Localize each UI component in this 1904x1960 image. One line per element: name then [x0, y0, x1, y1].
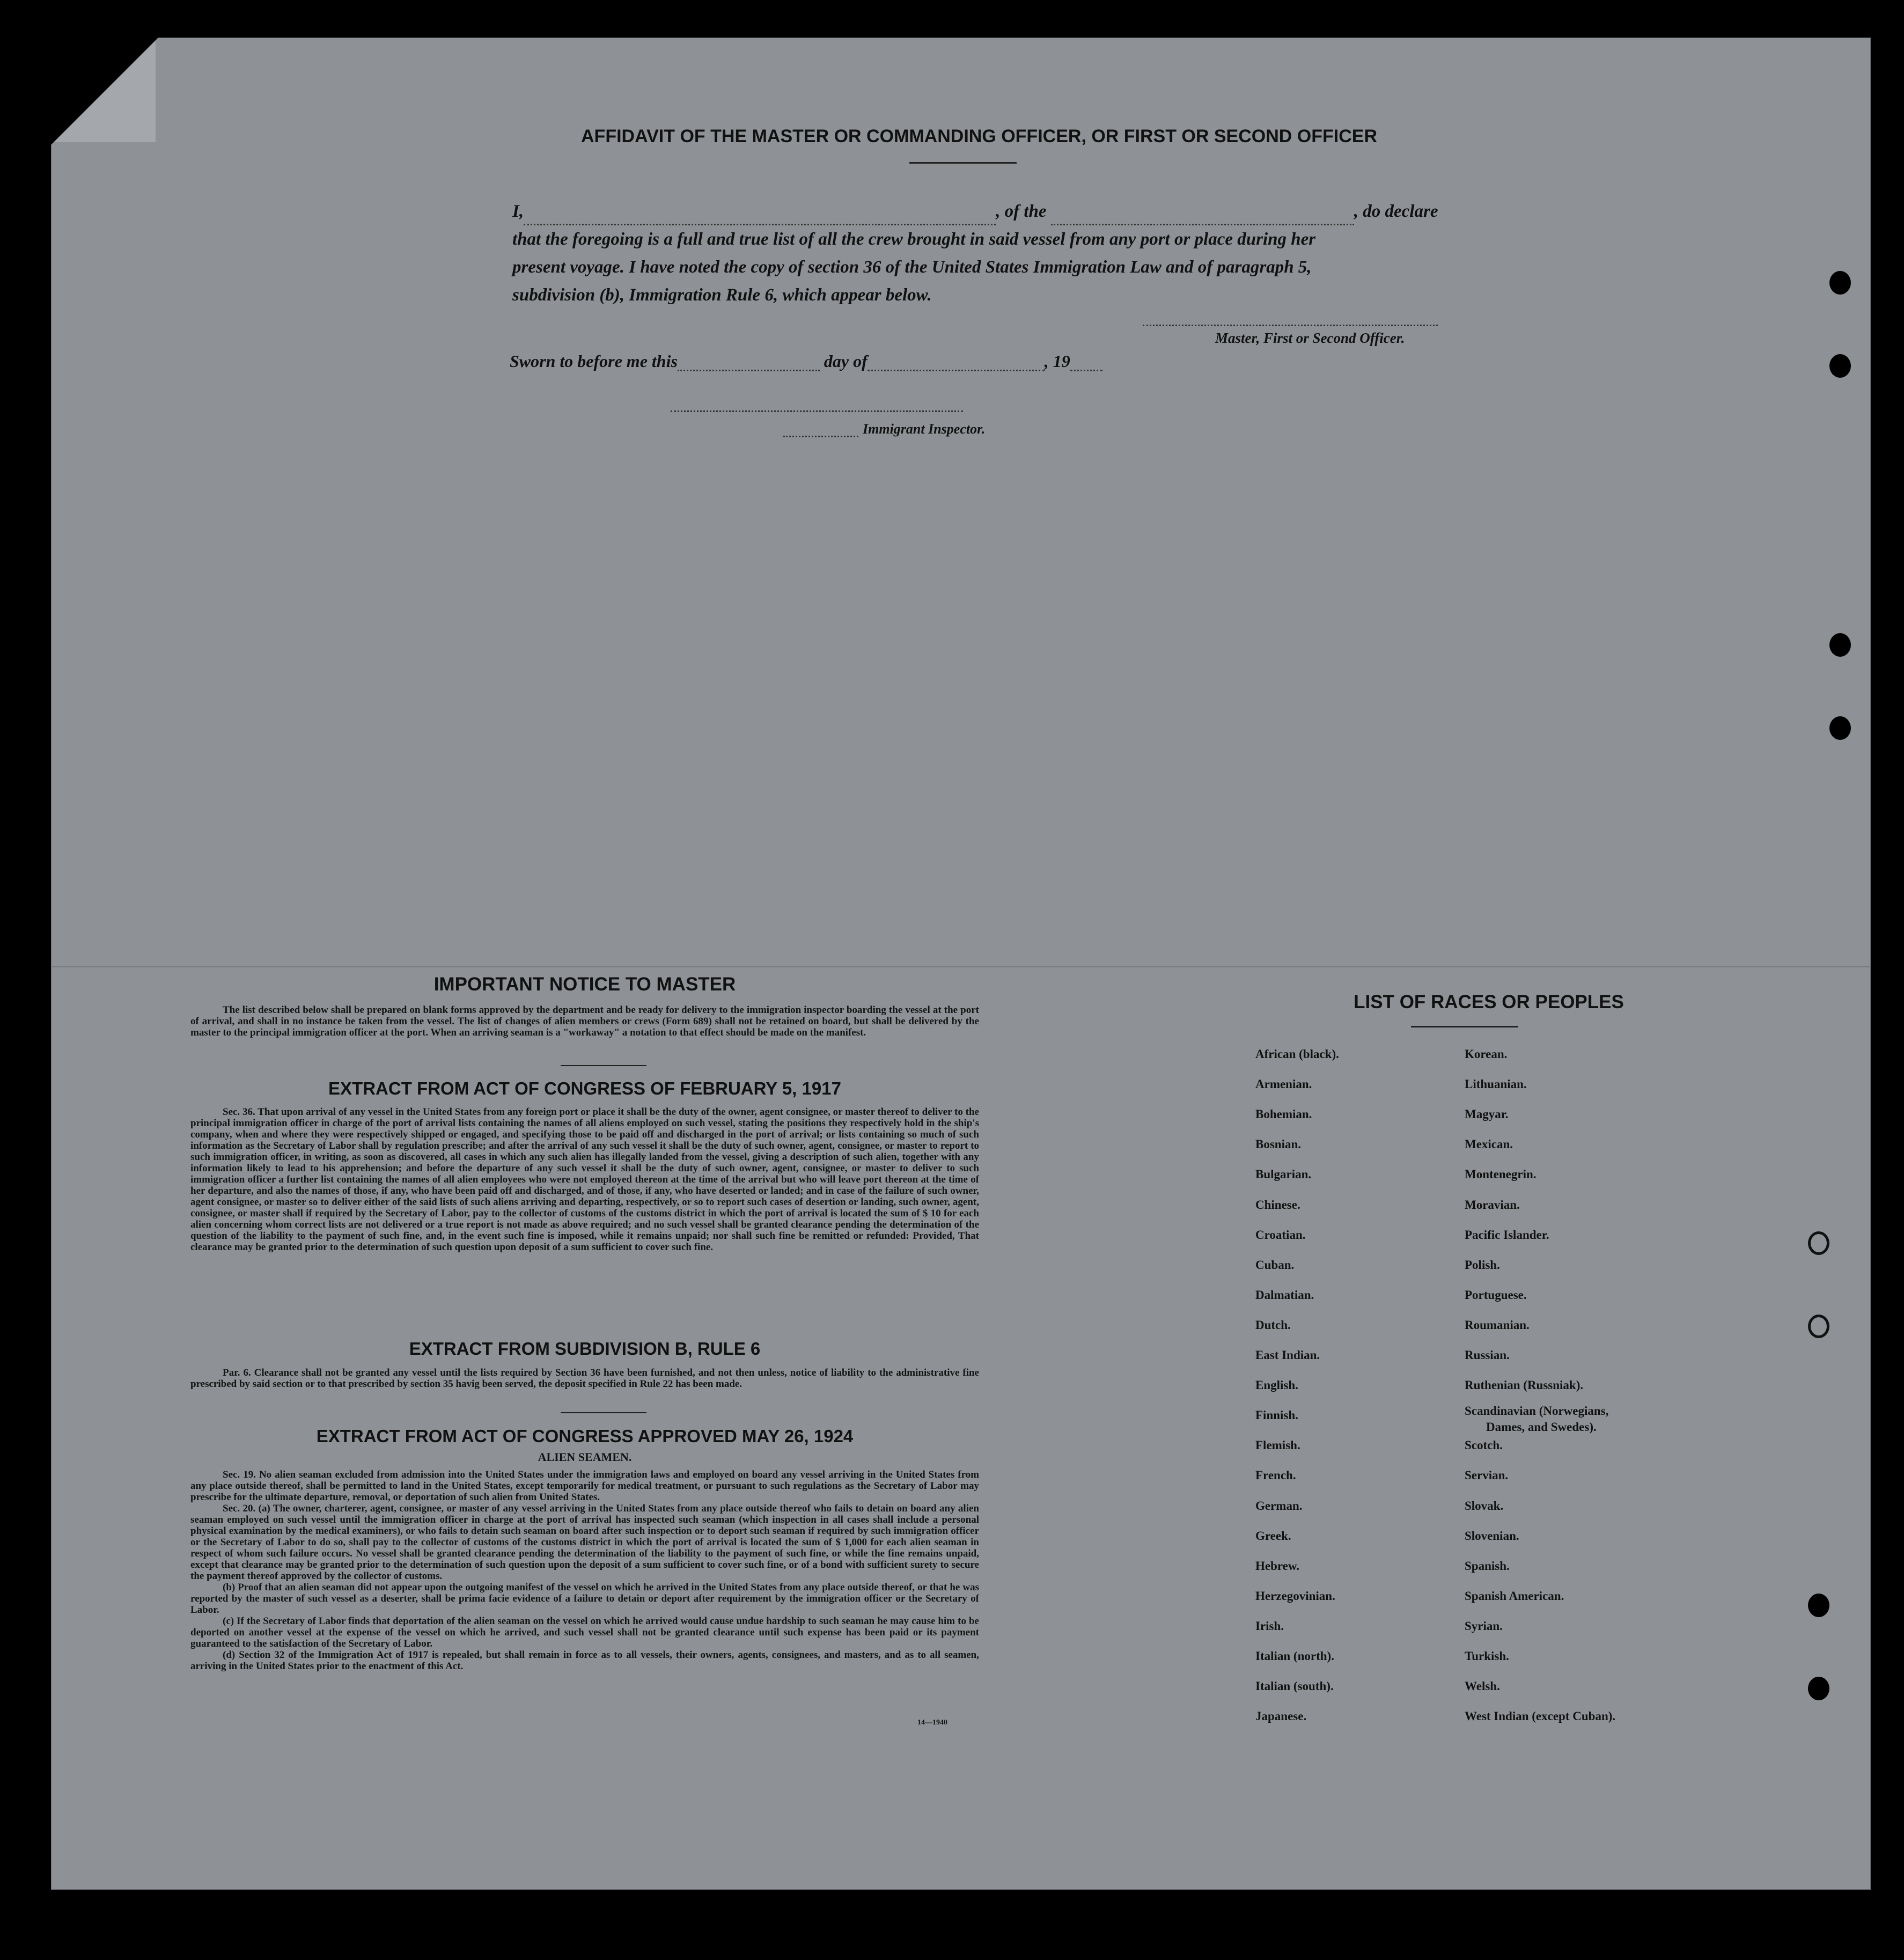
race-entry: Slovak. — [1465, 1499, 1504, 1513]
race-entry: Hebrew. — [1255, 1559, 1299, 1573]
race-entry: Scandinavian (Norwegians, — [1465, 1404, 1609, 1418]
race-entry: Spanish American. — [1465, 1589, 1564, 1603]
race-entry: Magyar. — [1465, 1107, 1509, 1121]
affidavit-title: AFFIDAVIT OF THE MASTER OR COMMANDING OFFICER, OR FIRST OR SECOND OFFICER — [581, 126, 1377, 146]
extract-1917-title: EXTRACT FROM ACT OF CONGRESS OF FEBRUARY 5, 1917 — [328, 1078, 841, 1098]
punch-hole — [1808, 1231, 1829, 1255]
inspector-dots — [783, 429, 858, 437]
extract-1924-title: EXTRACT FROM ACT OF CONGRESS APPROVED MAY 26, 1924 — [316, 1426, 854, 1446]
race-entry: West Indian (except Cuban). — [1465, 1709, 1616, 1723]
race-entry: East Indian. — [1255, 1348, 1320, 1362]
punch-hole — [1808, 1677, 1829, 1700]
race-entry: Flemish. — [1255, 1438, 1300, 1452]
inspector-label: Immigrant Inspector. — [863, 421, 986, 437]
folded-corner-flap — [54, 40, 156, 142]
race-entry: Syrian. — [1465, 1619, 1503, 1633]
sec-19-paragraph: Sec. 19. No alien seaman excluded from admission into the United States under the immigration laws and employed on board any vessel arriving in the United States from any place outside thereof, shall be permitted to land in the United States, except temporarily for medical treatment, or pursuant to such regulations as the Secretary of Labor may prescribe for the ultimate departure, removal, or deportation of such alien from United States. — [190, 1469, 979, 1503]
year-prefix: , 19 — [1044, 351, 1070, 371]
race-entry: Italian (north). — [1255, 1649, 1334, 1663]
race-entry: Slovenian. — [1465, 1529, 1519, 1543]
section-divider — [561, 1065, 646, 1066]
sworn-line — [510, 351, 1102, 371]
race-entry: Cuban. — [1255, 1258, 1295, 1272]
punch-hole — [1808, 1315, 1829, 1338]
notice-text — [190, 1004, 979, 1038]
master-signature-label: Master, First or Second Officer. — [1215, 330, 1405, 346]
race-entry: Japanese. — [1255, 1709, 1307, 1723]
race-entry: Roumanian. — [1465, 1318, 1530, 1332]
punch-hole — [1829, 271, 1851, 295]
race-entry: Croatian. — [1255, 1228, 1306, 1242]
inspector-signature-line — [671, 410, 963, 412]
notice-title: IMPORTANT NOTICE TO MASTER — [433, 974, 736, 995]
race-entry: Dames, and Swedes). — [1486, 1420, 1597, 1434]
punch-hole — [1829, 716, 1851, 740]
affidavit-declaration — [512, 197, 1494, 309]
race-entry: Dutch. — [1255, 1318, 1291, 1332]
race-entry: Bosnian. — [1255, 1137, 1302, 1151]
race-entry: Turkish. — [1465, 1649, 1509, 1663]
extract-1917-text — [190, 1106, 979, 1253]
punch-hole — [1808, 1594, 1829, 1617]
race-entry: Welsh. — [1465, 1679, 1500, 1693]
race-entry: Dalmatian. — [1255, 1288, 1314, 1302]
race-entry: Bohemian. — [1255, 1107, 1312, 1121]
race-entry: Mexican. — [1465, 1137, 1513, 1151]
declaration-line-2: that the foregoing is a full and true list of all the crew brought in said vessel from any port or place during her — [512, 230, 1316, 249]
extract-rule6-title: EXTRACT FROM SUBDIVISION B, RULE 6 — [409, 1339, 761, 1359]
year-blank — [1070, 354, 1102, 371]
master-signature-line — [1143, 325, 1438, 326]
declaration-of-the: , of the — [996, 202, 1047, 221]
page-crease — [51, 966, 1870, 967]
title-underline — [909, 162, 1017, 164]
declaration-i: I, — [512, 202, 524, 221]
par-6-paragraph: Par. 6. Clearance shall not be granted any vessel until the lists required by Section 36 have been furnished, and not then unless, notice of liability to the administrative fine prescribed by said section or to that prescribed by section 35 havig been served, the deposit specified in Rule 22 has been made. — [190, 1367, 979, 1390]
section-divider — [561, 1412, 646, 1413]
race-entry: Montenegrin. — [1465, 1168, 1537, 1181]
race-entry: Irish. — [1255, 1619, 1284, 1633]
race-entry: Herzegovinian. — [1255, 1589, 1335, 1603]
race-entry: Armenian. — [1255, 1077, 1312, 1091]
race-entry: Chinese. — [1255, 1198, 1300, 1212]
race-entry: Greek. — [1255, 1529, 1291, 1543]
sec-20c-paragraph: (c) If the Secretary of Labor finds that deportation of the alien seaman on the vessel on which he arrived would cause undue hardship to such seaman he may cause him to be deported on another vessel at the expense of the vessel on which he arrived, and such vessel shall not be granted clearance until such expense has been paid or its payment guaranteed to the satisfaction of the Secretary of Labor. — [190, 1616, 979, 1649]
month-blank — [868, 354, 1045, 371]
race-entry: Scotch. — [1465, 1438, 1503, 1452]
race-entry: African (black). — [1255, 1047, 1339, 1061]
sec-20b-paragraph: (b) Proof that an alien seaman did not appear upon the outgoing manifest of the vessel on which he arrived in the United States from any place outside thereof, or that he was reported by the master of such vessel as a deserter, shall be prima facie evidence of a failure to detain or deport after requirement by the immigration officer or the Secretary of Labor. — [190, 1582, 979, 1616]
sworn-before-label: Sworn to before me this — [510, 351, 678, 371]
declaration-line-3: present voyage. I have noted the copy of section 36 of the United States Immigration Law and of paragraph 5, — [512, 258, 1312, 277]
extract-rule6-text — [190, 1367, 979, 1390]
day-blank — [678, 354, 820, 371]
sec-20d-paragraph: (d) Section 32 of the Immigration Act of 1917 is repealed, but shall remain in force as to all vessels, their owners, agents, consignees, and masters, and as to all seamen, arriving in the United States prior to the enactment of this Act. — [190, 1649, 979, 1672]
race-entry: Portuguese. — [1465, 1288, 1527, 1302]
race-entry: Italian (south). — [1255, 1679, 1334, 1693]
declaration-line-4: subdivision (b), Immigration Rule 6, which appear below. — [512, 285, 932, 305]
race-entry: Korean. — [1465, 1047, 1508, 1061]
race-entry: Spanish. — [1465, 1559, 1510, 1573]
punch-hole — [1829, 354, 1851, 378]
race-entry: Servian. — [1465, 1469, 1509, 1482]
sec-20a-paragraph: Sec. 20. (a) The owner, charterer, agent, consignee, or master of any vessel arriving in the United States from any place outside thereof who fails to detain on board any alien seaman employed on such vessel until the immigration officer in charge at the port of arrival has inspected such seaman (which inspection in all cases shall include a personal physical examination by the medical examiners), or who fails to detain such seaman on board after such inspection or to deport such seaman if required by such immigration officer or the Secretary of Labor to do so, shall pay to the collector of customs of the customs district in which the port of arrival is located the sum of $ 1,000 for each alien seaman in respect of whom such failure occurs. No vessel shall be granted clearance pending the determination of the liability to the payment of such fine, or while the fine remains unpaid, except that clearance may be granted prior to the determination of such question upon the deposit of a sum sufficient to cover such fine, or of a bond with sufficient surety to secure the payment thereof approved by the collector of customs. — [190, 1503, 979, 1582]
extract-1924-text — [190, 1469, 979, 1672]
punch-hole — [1829, 633, 1851, 657]
declaration-do-declare: , do declare — [1354, 202, 1438, 221]
race-entry: French. — [1255, 1469, 1296, 1482]
notice-paragraph: The list described below shall be prepared on blank forms approved by the department and be ready for delivery to the immigration inspector boarding the vessel at the port of arrival, and shall in no instance be taken from the vessel. The list of changes of alien members or crews (Form 689) shall not be retained on board, but shall be delivered by the master to the principal immigration officer at the port. When an arriving seaman is a "workaway" a notation to that effect should be made on the manifest. — [190, 1004, 979, 1038]
races-title-underline — [1411, 1026, 1518, 1027]
race-entry: English. — [1255, 1378, 1298, 1392]
section-36-paragraph: Sec. 36. That upon arrival of any vessel in the United States from any foreign port or place it shall be the duty of the owner, agent consignee, or master thereof to deliver to the principal immigration officer in charge of the port of arrival lists containing the names of all aliens employed on such vessel, stating the positions they respectively hold in the ship's company, when and where they were respectively shipped or engaged, and specifying those to be paid off and discharged in the port of arrival; or lists containing so much of such information as the Secretary of Labor shall by regulation prescribe; and after the arrival of any such vessel it shall be the duty of such owner, agent, consignee, or master to report to such immigration officer, in writing, as soon as discovered, all cases in which any such alien has illegally landed from the vessel, giving a description of such alien, together with any information likely to lead to his apprehension; and before the departure of any such vessel it shall be the duty of such owner, agent, consignee, or master to deliver to such immigration officer a further list containing the names of all alien employees who were not employed thereon at the time of the arrival but who will leave port thereon at the time of her departure, and also the names of those, if any, who have been paid off and discharged, and of those, if any, who have deserted or landed; and in case of the failure of such owner, agent consignee, or master so to deliver either of the said lists of such aliens arriving and departing, respectively, or so to report such cases of desertion or landing, such owner, agent, consignee, or master shall if required by the Secretary of Labor, pay to the collector of customs of the customs district in which the port of arrival is located the sum of $ 10 for each alien concerning whom correct lists are not delivered or a true report is not made as above required; and no such vessel shall be granted clearance pending the determination of the question of the liability to the payment of such fine, and, in the event such fine is imposed, while it remains unpaid; nor shall such fine be remitted or refunded: Provided, That clearance may be granted prior to the determination of such question upon deposit of a sum sufficient to cover such fine. — [190, 1106, 979, 1253]
race-entry: Pacific Islander. — [1465, 1228, 1549, 1242]
form-number: 14—1940 — [917, 1719, 947, 1727]
race-entry: Russian. — [1465, 1348, 1510, 1362]
race-entry: Moravian. — [1465, 1198, 1520, 1212]
race-entry: Bulgarian. — [1255, 1168, 1312, 1181]
race-entry: Lithuanian. — [1465, 1077, 1527, 1091]
race-entry: German. — [1255, 1499, 1303, 1513]
name-blank — [524, 208, 996, 225]
vessel-blank — [1051, 208, 1354, 225]
day-of-label: day of — [824, 351, 868, 371]
race-entry: Polish. — [1465, 1258, 1500, 1272]
alien-seamen-subtitle: ALIEN SEAMEN. — [538, 1450, 632, 1464]
race-entry: Ruthenian (Russniak). — [1465, 1378, 1584, 1392]
race-entry: Finnish. — [1255, 1408, 1298, 1422]
races-title: LIST OF RACES OR PEOPLES — [1354, 992, 1624, 1012]
